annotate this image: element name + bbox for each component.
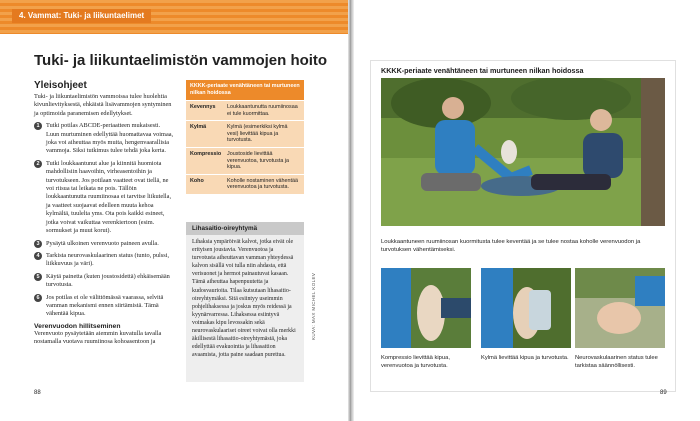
panel-title: KKKK-periaate venähtäneen tai murtuneen nilkan hoidossa [381,66,584,75]
kkkk-row [186,100,304,120]
steps-list [34,122,174,319]
step-number: 4 [34,252,42,260]
main-photo [381,78,665,226]
kkkk-term: Koho [190,177,204,184]
step-number: 6 [34,294,42,302]
step-number: 2 [34,160,42,168]
compartment-syndrome-box [186,222,304,382]
compartment-syndrome-text: Lihaksia ympäröivät kalvot, jotka eivät ole erityisen joustavia. Verenvuotoa ja turvotusta aiheuttavan vamman yhteydessä kalvon sisällä voi tulla niin ahdasta, että verisuonet ja hermot painautuvat kasaan. Tämä aiheuttaa hapenpuutetta ja kudosvaurioita. Tilaa kutsutaan lihasaitio-oireyhtymäksi. Sitä esiintyy useimmin pohjelihaksessa ja joskus myös reidessä ja kyynärvarressa. Lihaksessa esiintyvä voimakas kipu levossakin sekä neurovaskulaariset oireet voivat olla merkki äkillisestä lihasaitio-oireyhtymästä, joka edellyttää evakuointia ja lihasaition avaamista, jotta paine saadaan purettua. [192,239,296,359]
step-text: Tutki potilas ABCDE-periaatteen mukaisesti. Luun murtuminen edellyttää huomattavaa voimaa, joka voi aiheuttaa myös muita, hengenvaarallisia vammoja. Siksi tutkimus tulee tehdä joka kerta. [46,122,174,155]
compression-photo [381,268,471,348]
kkkk-term: Kylmä [190,124,207,131]
step-text: Tutki loukkaantunut alue ja kiinnitä huomiota mahdollisiin haavoihin, virheasentoihin ja turvotukseen. Jos potilaan vaatteet ovat tiellä, ne voi riisua tai leikata ne pois. Tällöin loukkaantunutta ruumiinosaa ei tarvitse liikutella, ja vaatteet suojaavat edelleen muuta kehoa kylmältä, tuulelta yms. Ota pois kaikki esineet, jotka voivat vaikuttaa verenkiertoon (esim. sormukset ja muut korut). [46,159,172,235]
subheading: Verenvuodon hillitseminen [34,322,121,330]
general-instructions [34,80,174,351]
kkkk-description: Joustoside lievittää verenvuotoa, turvotusta ja kipua. [227,150,290,171]
kkkk-description: Loukkaantunutta ruumiinosaa ei tule kuormittaa. [227,104,298,117]
chapter-tab: 4. Vammat: Tuki- ja liikuntaelimet [12,9,151,23]
step-number: 3 [34,240,42,248]
compression-caption: Kompressio lievittää kipua, verenvuotoa ja turvotusta. [381,355,450,369]
kkkk-row [186,120,304,147]
kkkk-row [186,147,304,174]
cold-photo [481,268,571,348]
step-number: 5 [34,273,42,281]
page-title: Tuki- ja liikuntaelimistön vammojen hoito [34,52,328,69]
kkkk-heading: KKKK-periaate venähtäneen tai murtuneen nilkan hoidossa [186,80,304,100]
list-item [34,160,174,236]
main-photo-caption: Loukkaantuneen ruumiinosan kuormitusta tulee keventää ja se tulee nostaa koholle verenvuodon ja turvotuksen vähentämiseksi. [381,239,641,253]
step-text: Tarkista neurovaskulaarinen status (tunto, pulssi, liikkuvuus ja väri). [46,251,170,268]
neurovascular-caption: Neurovaskulaarinen status tulee tarkistaa säännöllisesti. [575,355,658,369]
kkkk-description: Kylmä (esimerkiksi kylmä vesi) lievittää kipua ja turvotusta. [227,124,288,144]
list-item [34,252,174,269]
intro-paragraph: Tuki- ja liikuntaelimistön vammoissa tulee huolehtia kivunlievityksestä, ehkäistä lisävammojen syntyminen ja optimoida paranemisen edellytykset. [34,93,172,117]
kkkk-row [186,174,304,194]
book-gutter [348,0,354,421]
step-text: Pysäytä ulkoinen verenvuoto paineen avulla. [46,239,159,247]
list-item [34,273,174,290]
step-text: Käytä painetta (kuten joustosidettä) ehkäisemään turvotusta. [46,272,170,289]
section-heading: Yleisohjeet [34,80,87,91]
kkkk-term: Kevennys [190,104,216,110]
step-number: 1 [34,122,42,130]
page-number-right: 89 [660,390,667,396]
step-text: Jos potilas ei ole välittömässä vaarassa, selvitä vamman mekanismi ennen siirtämistä. Tämä vähentää kipua. [46,293,164,318]
kkkk-description: Koholle nostaminen vähentää verenvuotoa ja turvotusta. [227,177,299,191]
photo-credit: KUVA: MAX MICHEL KOLEV [311,272,316,340]
list-item [34,122,174,156]
neurovascular-photo [575,268,665,348]
kkkk-term: Kompressio [190,150,222,157]
list-item [34,294,174,319]
compartment-syndrome-heading: Lihasaitio-oireyhtymä [186,222,304,235]
photo-panel [370,60,676,392]
subheading-text: Verenvuoto pysäytetään aiemmin kuvatulla tavalla nostamalla vuotava ruumiinosa kohoasentoon ja [34,329,162,346]
cold-caption: Kylmä lievittää kipua ja turvotusta. [481,355,569,361]
list-item [34,240,174,248]
kkkk-info-box [186,80,304,194]
page-number-left: 88 [34,390,41,396]
